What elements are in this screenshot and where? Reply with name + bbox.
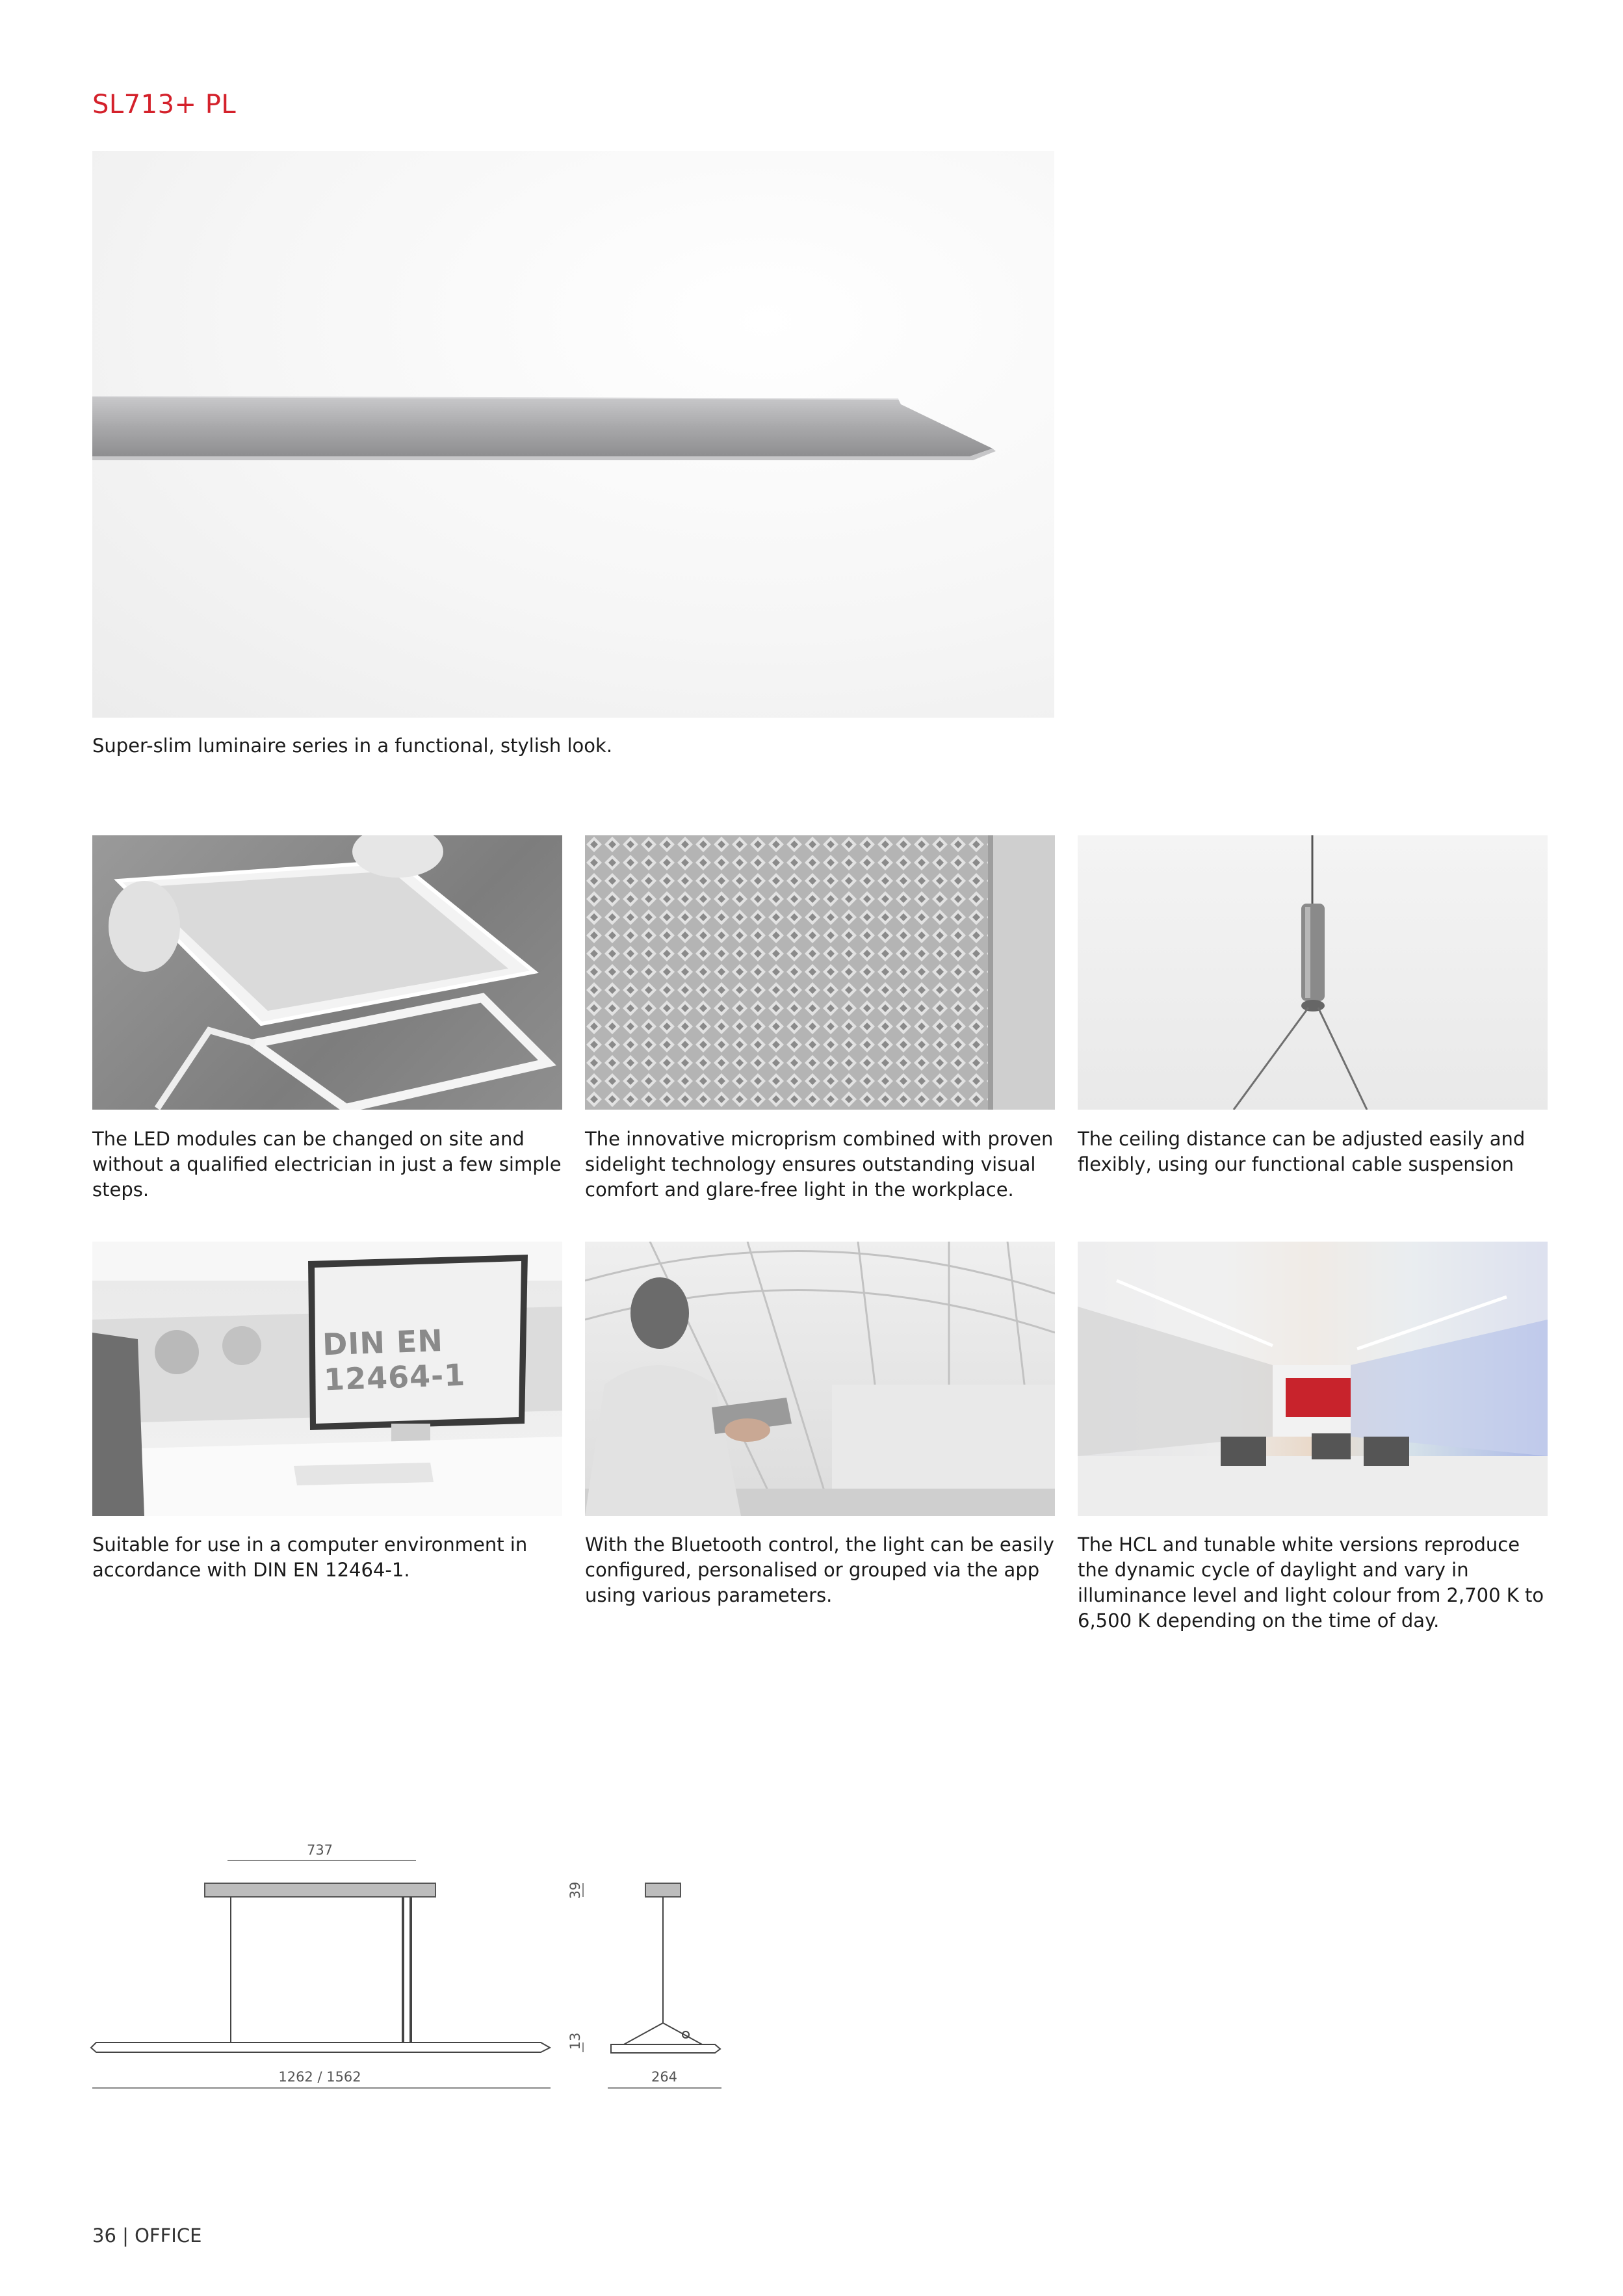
page-footer: 36 | OFFICE [92, 2224, 202, 2247]
front-length-dimension: 1262 / 1562 [278, 2069, 361, 2085]
microprism-photo [585, 835, 1055, 1110]
hero-caption: Super-slim luminaire series in a functional, stylish look. [92, 735, 613, 757]
feature-caption-cable-suspension: The ceiling distance can be adjusted easily and flexibly, using our functional cable suspension [1078, 1128, 1526, 1175]
technical-drawing [0, 1820, 780, 2106]
front-view-top-plate [205, 1883, 435, 1897]
monitor-screen-text: DIN EN 12464-1 [322, 1322, 467, 1398]
feature-caption-tunable-white: The HCL and tunable white versions reproduce the dynamic cycle of daylight and vary in illuminance level and light colour from 2,700 K to 6,500 K depending on the time of day. [1078, 1533, 1544, 1632]
front-view-luminaire [91, 2042, 550, 2052]
feature-caption-computer-environment: Suitable for use in a computer environment in accordance with DIN EN 12464-1. [92, 1533, 528, 1581]
luminaire-profile-illustration [92, 151, 1054, 718]
feature-caption-microprism: The innovative microprism combined with proven sidelight technology ensures outstanding visual comfort and glare-free light in the workplace. [585, 1128, 1054, 1201]
feature-caption-led-modules: The LED modules can be changed on site and without a qualified electrician in just a few simple steps. [92, 1128, 562, 1201]
side-width-dimension: 264 [651, 2069, 678, 2085]
bluetooth-app-photo [585, 1242, 1055, 1516]
front-top-dimension: 737 [306, 1842, 333, 1858]
hero-image [92, 151, 1054, 718]
side-view-canopy [645, 1883, 681, 1897]
cable-suspension-photo [1078, 835, 1548, 1110]
page-title: SL713+ PL [92, 90, 237, 120]
side-view-luminaire [611, 2044, 720, 2053]
side-bottom-height-dimension: 13 [567, 2032, 583, 2050]
feature-caption-bluetooth: With the Bluetooth control, the light can be easily configured, personalised or grouped via the app using various parameters. [585, 1533, 1054, 1606]
tunable-white-office-photo [1078, 1242, 1548, 1516]
led-module-photo [92, 835, 562, 1110]
computer-environment-photo [92, 1242, 562, 1516]
side-top-height-dimension: 39 [567, 1881, 583, 1899]
